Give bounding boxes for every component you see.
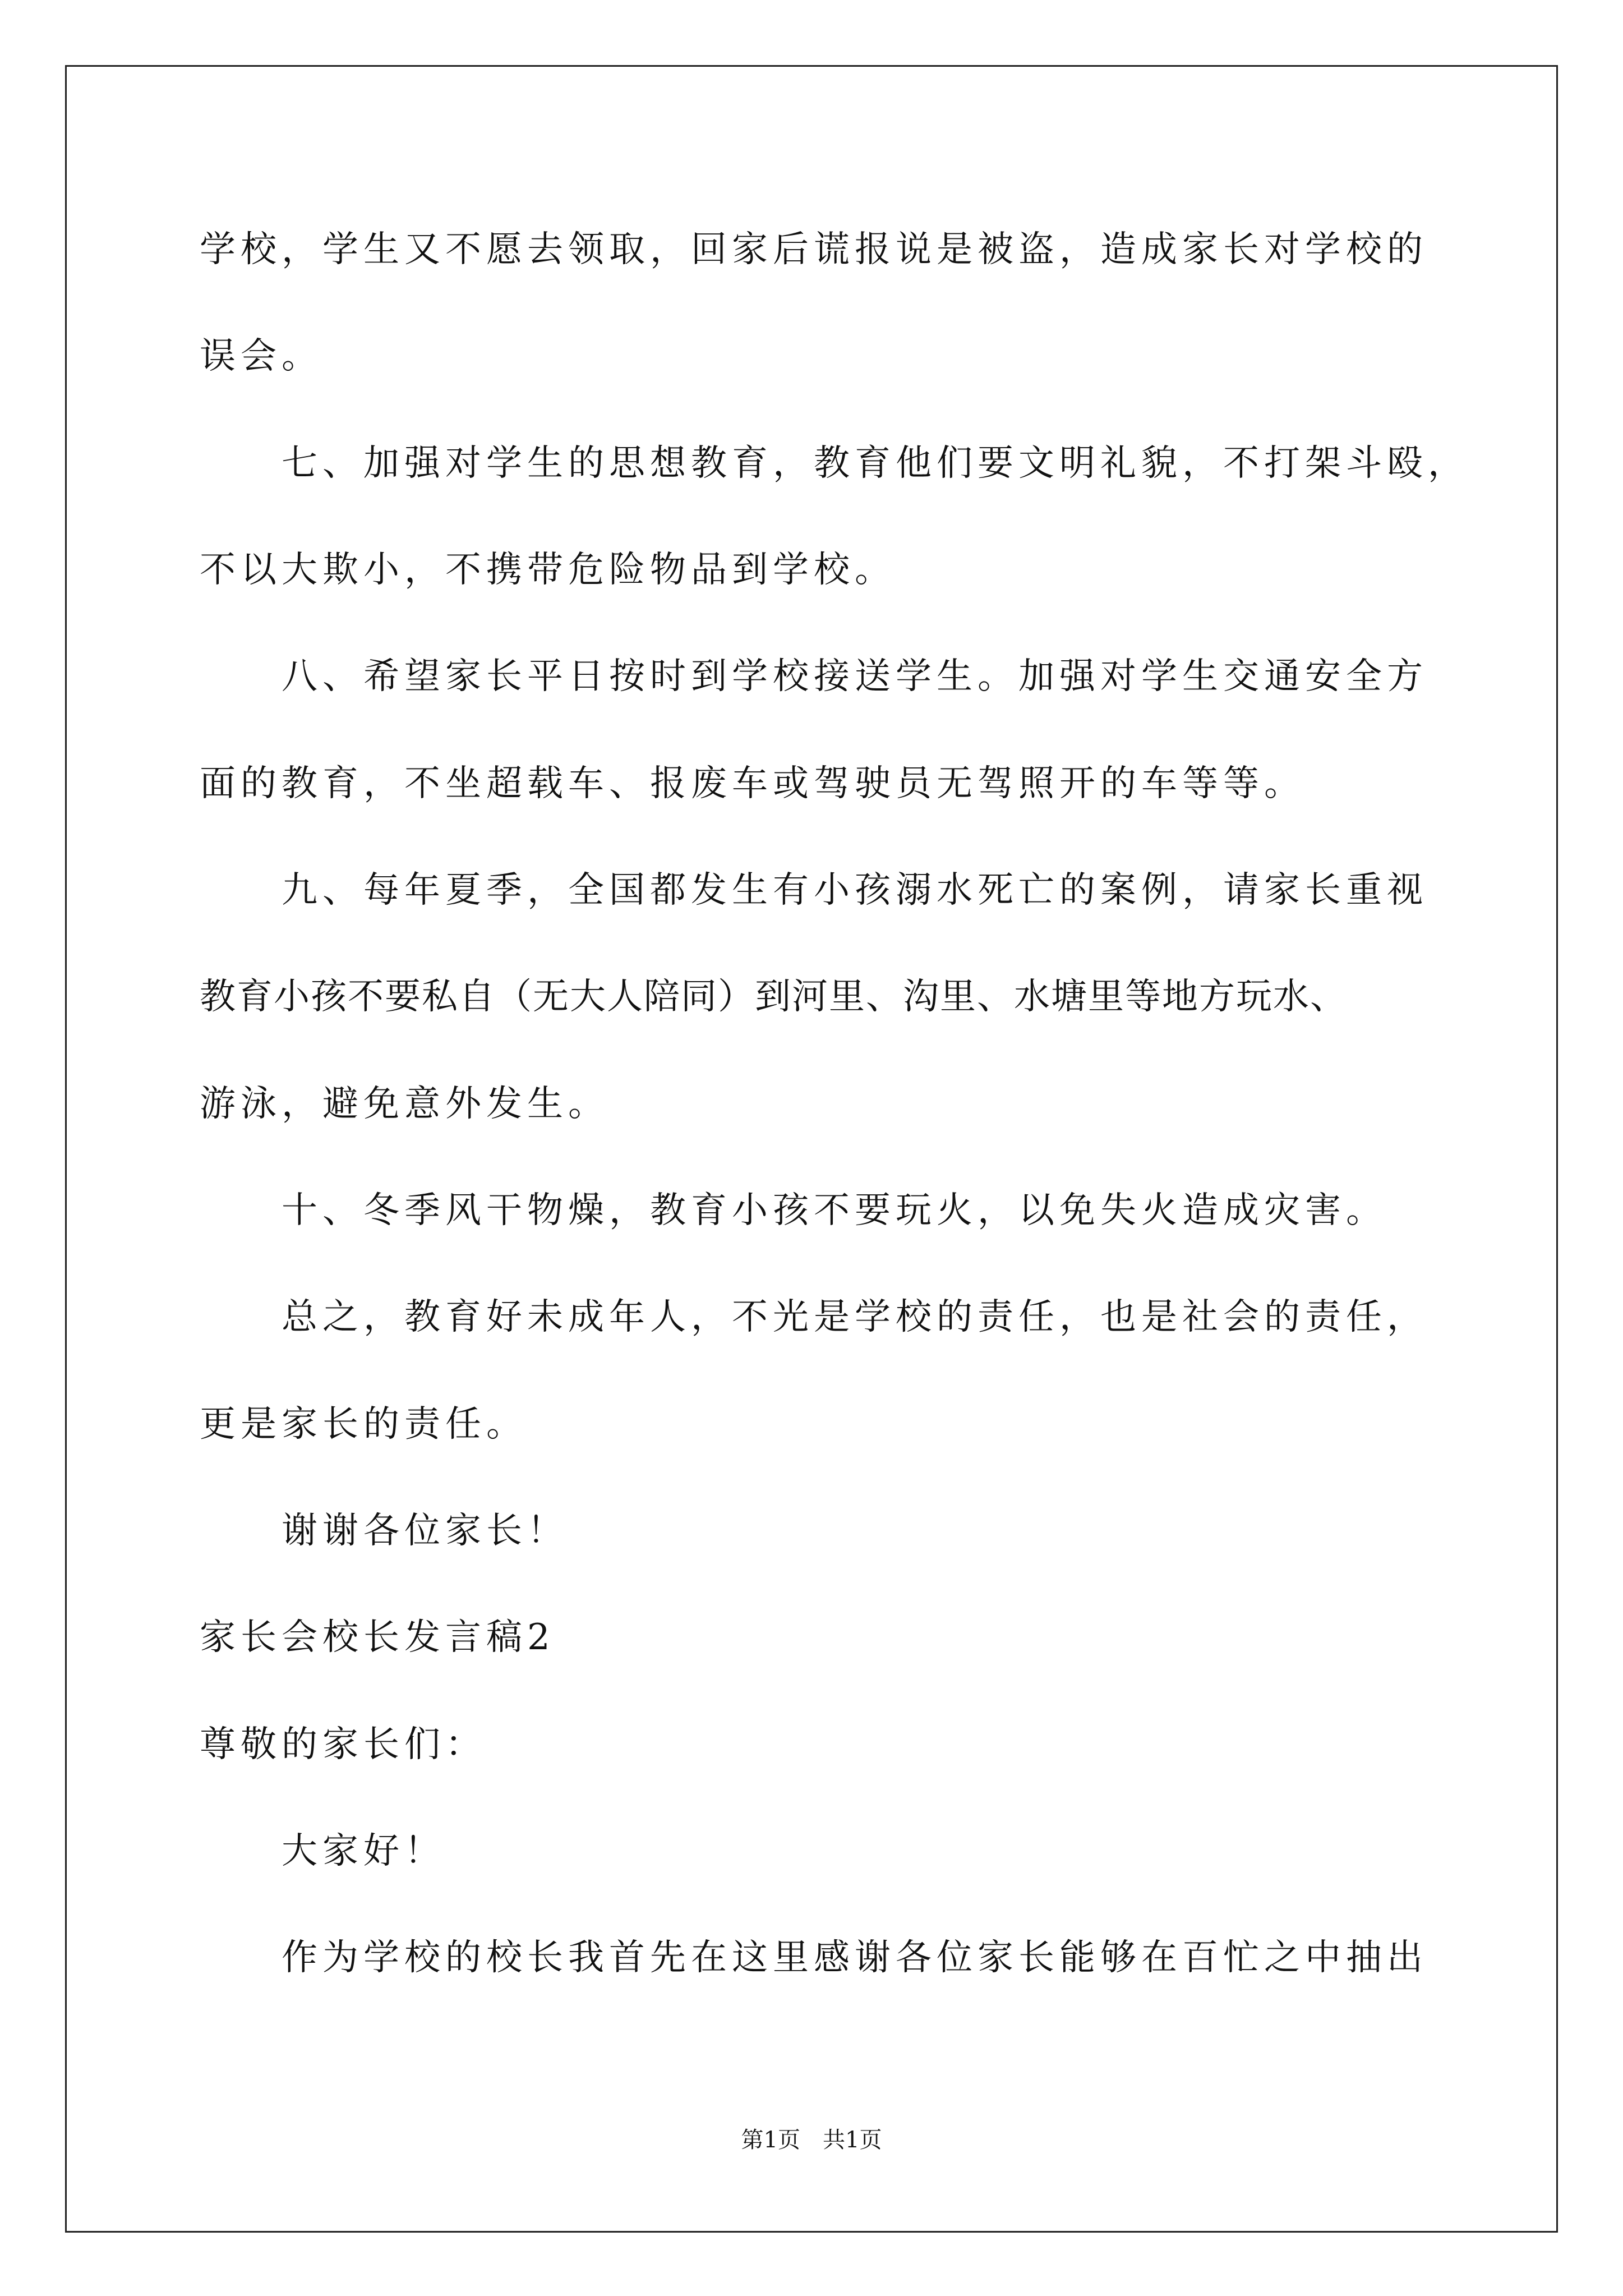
paragraph-line: 谢谢各位家长！ [282,1510,568,1552]
paragraph-line: 七、加强对学生的思想教育，教育他们要文明礼貌，不打架斗殴， [282,443,1469,484]
paragraph-line: 更是家长的责任。 [200,1404,527,1445]
paragraph-line: 面的教育，不坐超载车、报废车或驾驶员无驾照开的车等等。 [200,763,1305,804]
salutation: 尊敬的家长们： [200,1724,486,1765]
paragraph-line: 十、冬季风干物燥，教育小孩不要玩火，以免失火造成灾害。 [282,1190,1387,1231]
page-number-footer: 第1页 共1页 [741,2127,882,2153]
paragraph-line: 九、每年夏季，全国都发生有小孩溺水死亡的案例，请家长重视 [282,869,1428,911]
page-border [65,65,1558,2233]
section-heading: 家长会校长发言稿2 [200,1617,555,1658]
paragraph-line: 作为学校的校长我首先在这里感谢各位家长能够在百忙之中抽出 [282,1937,1428,1978]
paragraph-line: 不以大欺小，不携带危险物品到学校。 [200,549,896,591]
paragraph-line: 教育小孩不要私自（无大人陪同）到河里、沟里、水塘里等地方玩水、 [200,976,1347,1018]
paragraph-line: 八、希望家长平日按时到学校接送学生。加强对学生交通安全方 [282,656,1428,697]
paragraph-line: 游泳，避免意外发生。 [200,1083,609,1125]
paragraph-line: 学校，学生又不愿去领取，回家后谎报说是被盗，造成家长对学校的 [200,229,1428,270]
paragraph-line: 误会。 [200,335,322,377]
greeting: 大家好！ [282,1830,445,1872]
paragraph-line: 总之，教育好未成年人，不光是学校的责任，也是社会的责任， [282,1296,1428,1338]
